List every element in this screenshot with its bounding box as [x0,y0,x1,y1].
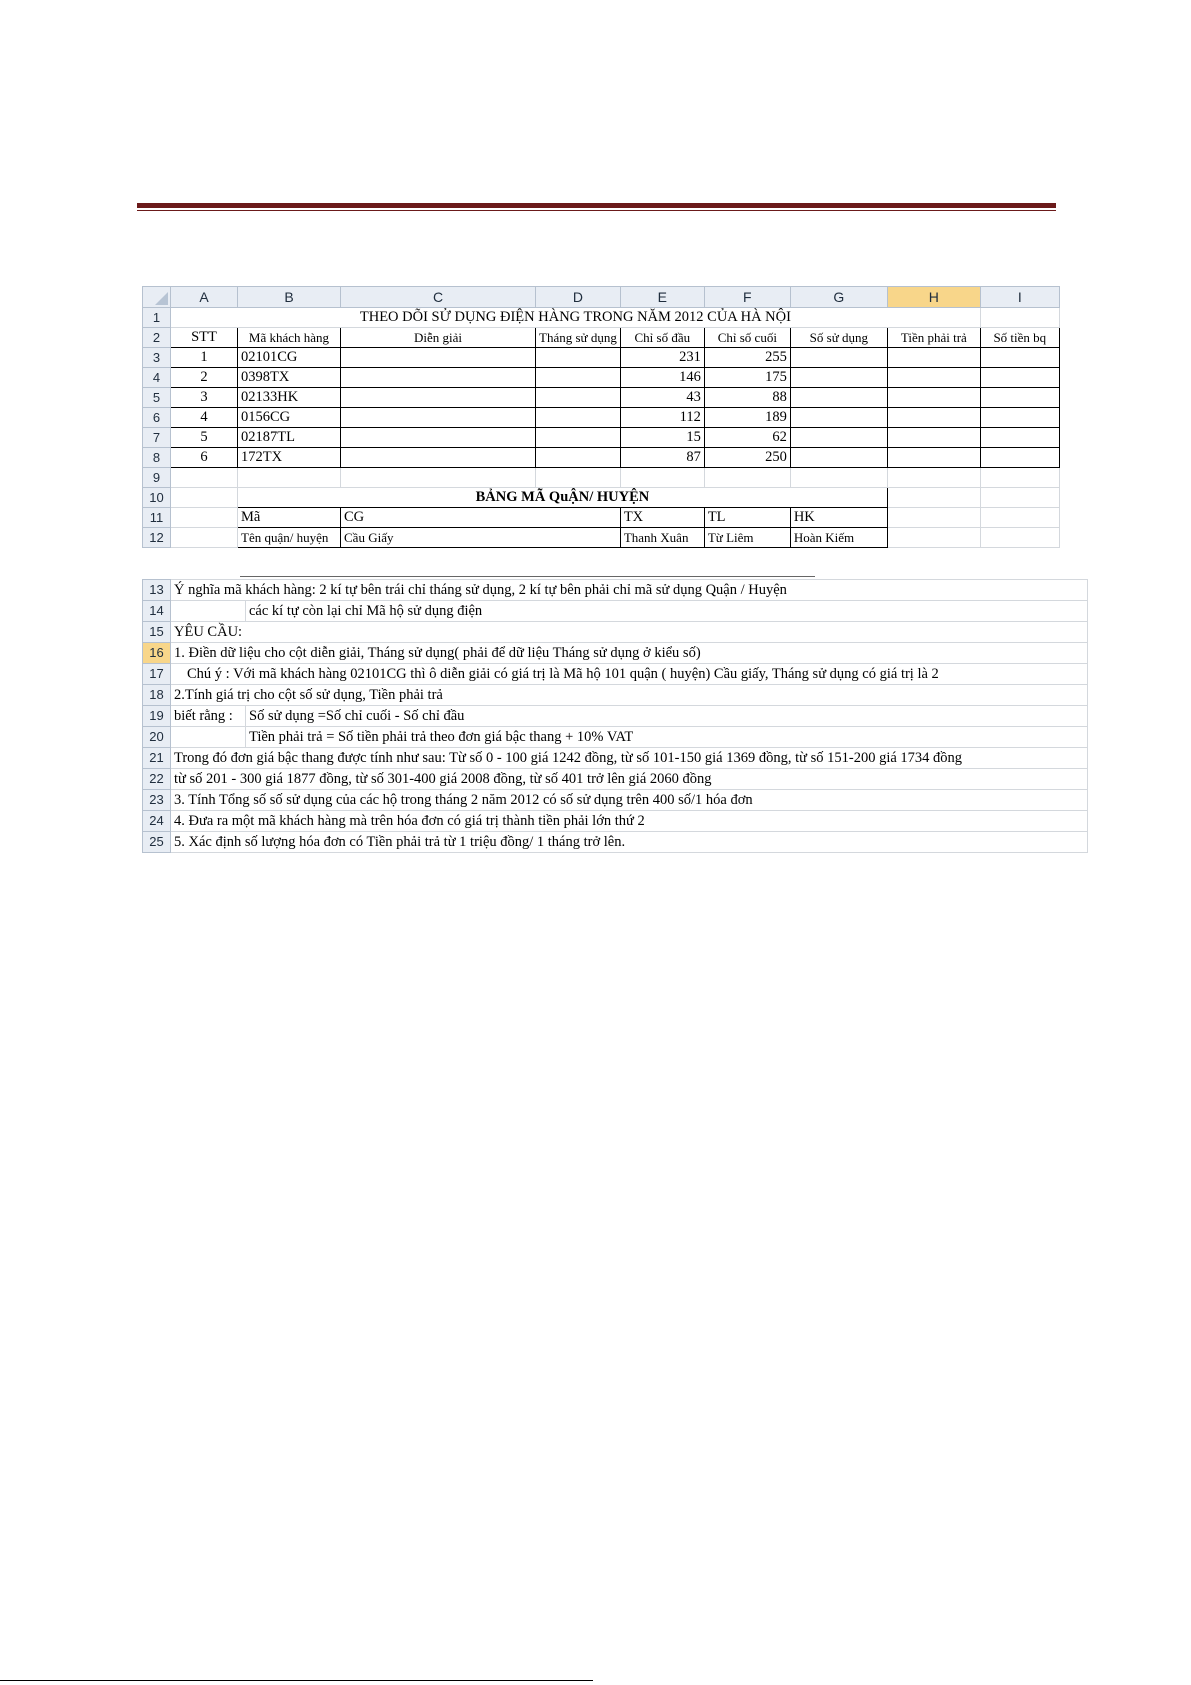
row-header[interactable]: 6 [143,408,171,428]
table-row [143,727,1088,748]
cell-stt[interactable]: 3 [171,388,238,408]
header-thang-su-dung[interactable]: Tháng sử dụng [536,328,621,348]
cell-tien-phai-tra[interactable] [887,448,980,468]
cell-ma[interactable]: 172TX [238,448,341,468]
cell-chi-so-dau[interactable]: 146 [620,368,704,388]
cell[interactable] [171,528,238,548]
cell[interactable] [887,468,980,488]
row-header[interactable]: 9 [143,468,171,488]
table-row [143,769,1088,790]
cell[interactable] [171,508,238,528]
note-text[interactable]: 2.Tính giá trị cho cột số sử dụng, Tiền phải trả [171,685,1088,706]
table-row [143,368,1060,388]
cell-tien-phai-tra[interactable] [887,348,980,368]
cell-so-tien-bq[interactable] [980,408,1059,428]
row-header[interactable]: 5 [143,388,171,408]
cell-thang[interactable] [536,388,621,408]
note-text[interactable]: Ý nghĩa mã khách hàng: 2 kí tự bên trái chỉ tháng sử dụng, 2 kí tự bên phải chỉ mã sử dụng Quận / Huyện [171,580,1088,601]
col-header-i[interactable]: I [980,287,1059,308]
sheet-row-12 [143,528,1060,548]
cell[interactable] [980,468,1059,488]
row-header[interactable]: 23 [143,790,171,811]
cell-so-su-dung[interactable] [790,448,887,468]
table-row [143,685,1088,706]
district-name[interactable]: Cầu Giấy [341,528,621,548]
col-header-b[interactable]: B [238,287,341,308]
cell-so-su-dung[interactable] [790,428,887,448]
col-header-a[interactable]: A [171,287,238,308]
table-row [143,448,1060,468]
district-code[interactable]: CG [341,508,621,528]
cell-chi-so-dau[interactable]: 15 [620,428,704,448]
row-header[interactable]: 11 [143,508,171,528]
header-rule-thin [137,210,1056,211]
cell-stt[interactable]: 6 [171,448,238,468]
cell-dien-giai[interactable] [341,388,536,408]
sheet-row-9 [143,468,1060,488]
cell-tien-phai-tra[interactable] [887,368,980,388]
cell-dien-giai[interactable] [341,408,536,428]
select-all-corner[interactable] [143,287,171,308]
cell[interactable] [980,488,1059,508]
note-text[interactable]: Trong đó đơn giá bậc thang được tính như sau: Từ số 0 - 100 giá 1242 đồng, từ số 101-150 giá 1369 đồng, từ số 151-200 giá 1734 đồng [171,748,1088,769]
note-text[interactable]: 4. Đưa ra một mã khách hàng mà trên hóa đơn có giá trị thành tiền phải lớn thứ 2 [171,811,1088,832]
cell[interactable] [790,468,887,488]
row-header[interactable]: 2 [143,328,171,348]
column-header-row [143,287,1060,308]
cell-chi-so-dau[interactable]: 231 [620,348,704,368]
table-row [143,388,1060,408]
row-header[interactable]: 14 [143,601,171,622]
table-row [143,348,1060,368]
row-header[interactable]: 13 [143,580,171,601]
cell-tien-phai-tra[interactable] [887,388,980,408]
note-label[interactable]: biết rằng : [171,706,246,727]
table-title[interactable]: THEO DÕI SỬ DỤNG ĐIỆN HÀNG TRONG NĂM 2012 CỦA HÀ NỘI [171,308,981,328]
col-header-c[interactable]: C [341,287,536,308]
table-row [143,811,1088,832]
col-header-h[interactable]: H [887,287,980,308]
cell-thang[interactable] [536,448,621,468]
note-text[interactable]: Số sử dụng =Số chỉ cuối - Số chỉ đầu [246,706,1088,727]
cell[interactable] [536,468,621,488]
header-chi-so-cuoi[interactable]: Chỉ số cuối [704,328,790,348]
header-tien-phai-tra[interactable]: Tiền phải trả [887,328,980,348]
district-name[interactable]: Thanh Xuân [620,528,704,548]
footer-rule [0,1680,593,1681]
cell-chi-so-cuoi[interactable]: 189 [704,408,790,428]
cell-so-tien-bq[interactable] [980,368,1059,388]
cell-dien-giai[interactable] [341,348,536,368]
note-text[interactable]: các kí tự còn lại chỉ Mã hộ sử dụng điện [246,601,1088,622]
header-stt[interactable]: STT [171,328,238,348]
cell-chi-so-cuoi[interactable]: 175 [704,368,790,388]
cell-chi-so-cuoi[interactable]: 88 [704,388,790,408]
row-header[interactable]: 17 [143,664,171,685]
district-name[interactable]: Từ Liêm [704,528,790,548]
cell-thang[interactable] [536,428,621,448]
cell-chi-so-dau[interactable]: 43 [620,388,704,408]
table-row [143,622,1088,643]
table-row [143,643,1088,664]
cell-so-su-dung[interactable] [790,388,887,408]
cell-thang[interactable] [536,368,621,388]
header-chi-so-dau[interactable]: Chỉ số đầu [620,328,704,348]
district-code[interactable]: TL [704,508,790,528]
spreadsheet-main [142,286,1060,548]
cell-chi-so-dau[interactable]: 87 [620,448,704,468]
header-so-su-dung[interactable]: Số sử dụng [790,328,887,348]
district-label-ma[interactable]: Mã [238,508,341,528]
cell-so-su-dung[interactable] [790,368,887,388]
district-label-ten[interactable]: Tên quận/ huyện [238,528,341,548]
cell-so-tien-bq[interactable] [980,428,1059,448]
note-text[interactable]: 3. Tính Tổng số số sử dụng của các hộ trong tháng 2 năm 2012 có số sử dụng trên 400 số/1 hóa đơn [171,790,1088,811]
row-header[interactable]: 4 [143,368,171,388]
cell-dien-giai[interactable] [341,448,536,468]
cell-ma[interactable]: 02133HK [238,388,341,408]
row-header[interactable]: 12 [143,528,171,548]
header-rule [137,203,1056,208]
row-header[interactable]: 24 [143,811,171,832]
table-row [143,601,1088,622]
table-row [143,748,1088,769]
sheet-row-10 [143,488,1060,508]
cell-stt[interactable]: 5 [171,428,238,448]
cell[interactable] [980,508,1059,528]
cell-so-tien-bq[interactable] [980,348,1059,368]
cell[interactable] [238,468,341,488]
table-row [143,706,1088,727]
row-header[interactable]: 16 [143,643,171,664]
cell[interactable] [887,528,980,548]
note-text[interactable]: Chú ý : Với mã khách hàng 02101CG thì ô diễn giải có giá trị là Mã hộ 101 quận ( huyện) Cầu giấy, Tháng sử dụng có giá trị là 2 [171,664,1088,685]
cell-tien-phai-tra[interactable] [887,408,980,428]
cell[interactable] [171,488,238,508]
cell[interactable] [887,508,980,528]
cell[interactable] [887,488,980,508]
row-header[interactable]: 21 [143,748,171,769]
table-row [143,408,1060,428]
note-text[interactable]: Tiền phải trả = Số tiền phải trả theo đơn giá bậc thang + 10% VAT [246,727,1088,748]
cell[interactable] [341,468,536,488]
district-table-title[interactable]: BẢNG MÃ QuẬN/ HUYỆN [238,488,888,508]
cell-dien-giai[interactable] [341,368,536,388]
cell-so-tien-bq[interactable] [980,388,1059,408]
row-header[interactable]: 22 [143,769,171,790]
table-row [143,580,1088,601]
col-header-d[interactable]: D [536,287,621,308]
row-header[interactable]: 1 [143,308,171,328]
cell[interactable] [171,727,246,748]
cell-ma[interactable]: 02101CG [238,348,341,368]
cell-so-su-dung[interactable] [790,348,887,368]
cell-thang[interactable] [536,348,621,368]
sheet-row-11 [143,508,1060,528]
spreadsheet-notes [142,579,1088,853]
district-code[interactable]: HK [790,508,887,528]
row-header[interactable]: 8 [143,448,171,468]
cell[interactable] [171,601,246,622]
cell-chi-so-dau[interactable]: 112 [620,408,704,428]
row-header[interactable]: 15 [143,622,171,643]
table-row [143,664,1088,685]
cell[interactable] [980,528,1059,548]
cell[interactable] [171,468,238,488]
cell-so-su-dung[interactable] [790,408,887,428]
cell-stt[interactable]: 2 [171,368,238,388]
cell-ma[interactable]: 0156CG [238,408,341,428]
col-header-f[interactable]: F [704,287,790,308]
cell-dien-giai[interactable] [341,428,536,448]
cell-ma[interactable]: 02187TL [238,428,341,448]
sheet-row-2 [143,328,1060,348]
row-header[interactable]: 18 [143,685,171,706]
sheet-row-1 [143,308,1060,328]
row-header[interactable]: 25 [143,832,171,853]
note-text[interactable]: 1. Điền dữ liệu cho cột diễn giải, Tháng sử dụng( phải để dữ liệu Tháng sử dụng ở kiểu số) [171,643,1088,664]
col-header-e[interactable]: E [620,287,704,308]
cell-stt[interactable]: 1 [171,348,238,368]
row-header[interactable]: 19 [143,706,171,727]
header-dien-giai[interactable]: Diễn giải [341,328,536,348]
cell-chi-so-cuoi[interactable]: 255 [704,348,790,368]
district-code[interactable]: TX [620,508,704,528]
cell-chi-so-cuoi[interactable]: 250 [704,448,790,468]
note-text[interactable]: YÊU CẦU: [171,622,1088,643]
row-header[interactable]: 10 [143,488,171,508]
district-name[interactable]: Hoàn Kiếm [790,528,887,548]
row-header[interactable]: 7 [143,428,171,448]
cell-chi-so-cuoi[interactable]: 62 [704,428,790,448]
table-row [143,832,1088,853]
cell[interactable] [980,308,1059,328]
note-text[interactable]: 5. Xác định số lượng hóa đơn có Tiền phải trả từ 1 triệu đồng/ 1 tháng trở lên. [171,832,1088,853]
table-row [143,428,1060,448]
cell-stt[interactable]: 4 [171,408,238,428]
table-row [143,790,1088,811]
cell-ma[interactable]: 0398TX [238,368,341,388]
note-text[interactable]: từ số 201 - 300 giá 1877 đồng, từ số 301-400 giá 2008 đồng, từ số 401 trở lên giá 2060 đồng [171,769,1088,790]
header-ma-khach-hang[interactable]: Mã khách hàng [238,328,341,348]
cell-so-tien-bq[interactable] [980,448,1059,468]
cell[interactable] [704,468,790,488]
cell-tien-phai-tra[interactable] [887,428,980,448]
divider [240,576,815,577]
cell-thang[interactable] [536,408,621,428]
header-so-tien-bq[interactable]: Số tiền bq [980,328,1059,348]
row-header[interactable]: 3 [143,348,171,368]
cell[interactable] [620,468,704,488]
row-header[interactable]: 20 [143,727,171,748]
col-header-g[interactable]: G [790,287,887,308]
